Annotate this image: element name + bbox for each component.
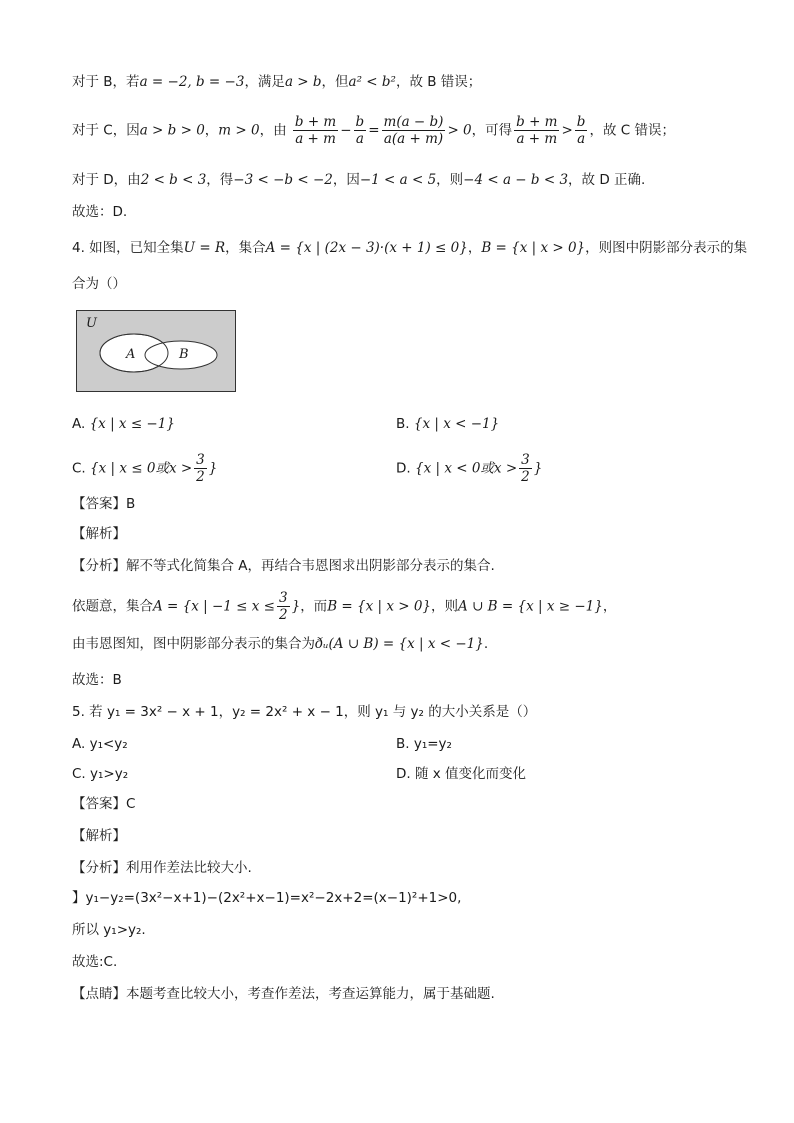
numerator: b + m: [294, 114, 337, 130]
q4-analysis-head: 【解析】: [72, 526, 126, 542]
numerator: b: [355, 114, 365, 130]
q5-therefore: 所以 y₁>y₂.: [72, 922, 146, 938]
text: ，故 C 错误；: [589, 122, 675, 139]
math: }: [291, 598, 301, 615]
denominator: 2: [521, 469, 530, 485]
text: ，但: [321, 74, 349, 90]
fraction: [277, 590, 290, 623]
venn-diagram: [76, 310, 236, 392]
fraction: [519, 452, 532, 485]
q5-option-d: D. 随 x 值变化而变化: [396, 766, 527, 782]
text: ，则图中阴影部分表示的集: [585, 240, 748, 256]
text: 对于 C，因: [72, 122, 140, 139]
fraction: [194, 452, 207, 485]
fraction: [293, 114, 338, 147]
math: U = R: [183, 240, 226, 256]
text: 对于 B，若: [72, 74, 140, 90]
q4-answer: 【答案】B: [72, 496, 136, 512]
q5-option-a: A. y₁<y₂: [72, 736, 128, 752]
fraction: [514, 114, 559, 147]
option-label: D.: [396, 460, 411, 477]
math: a > b > 0: [139, 122, 205, 139]
q4-solution-2: [72, 634, 488, 654]
option-label: B.: [396, 416, 410, 432]
choice-line: 故选：D.: [72, 204, 128, 220]
text: 利用作差法比较大小.: [126, 860, 252, 876]
option-d: [396, 452, 542, 485]
denominator: a(a + m): [383, 131, 444, 147]
option-a: [72, 414, 175, 434]
math: m > 0: [218, 122, 260, 139]
text: ，则: [436, 172, 464, 188]
q4-choice: 故选：B: [72, 672, 122, 688]
q4-solution-1: [72, 590, 616, 623]
text: ，故 B 错误；: [395, 74, 482, 90]
fraction: [575, 114, 588, 147]
denominator: a: [355, 131, 364, 147]
text: 本题考查比较大小，考查作差法，考查运算能力，属于基础题.: [126, 986, 495, 1002]
q5-answer: 【答案】C: [72, 796, 136, 812]
q5-analysis: [72, 858, 252, 878]
option-c-analysis: [72, 114, 675, 147]
numerator: 3: [279, 590, 288, 606]
fraction: [382, 114, 446, 147]
text: ，: [602, 598, 617, 615]
text: ，由: [259, 122, 287, 139]
numerator: 3: [196, 452, 205, 468]
denominator: a + m: [295, 131, 336, 147]
math: −1 < a < 5: [359, 172, 437, 188]
text: ，而: [300, 598, 328, 615]
label-a: A: [126, 347, 136, 362]
text: ，满足: [244, 74, 285, 90]
tag: 【分析】: [72, 860, 126, 876]
q5-analysis-head: 【解析】: [72, 828, 126, 844]
option-text: {x | x < −1}: [413, 416, 500, 432]
option-text: {x | x < 0或x >: [414, 460, 518, 477]
denominator: 2: [279, 607, 288, 623]
option-text: }: [208, 460, 218, 477]
math: −3 < −b < −2: [233, 172, 333, 188]
math: > 0: [447, 122, 472, 139]
math: −4 < a − b < 3: [463, 172, 569, 188]
math: >: [561, 122, 573, 139]
q5-option-c: C. y₁>y₂: [72, 766, 129, 782]
text: 解不等式化简集合 A，再结合韦恩图求出阴影部分表示的集合.: [126, 558, 495, 574]
text: ，故 D 正确.: [568, 172, 646, 188]
text: ，则: [431, 598, 459, 615]
q4-analysis: [72, 556, 495, 576]
text: 对于 D，由: [72, 172, 141, 188]
question-4-stem-cont: 合为（）: [72, 276, 126, 292]
option-text: }: [533, 460, 543, 477]
text: ，集合: [225, 240, 266, 256]
math: A ∪ B = {x | x ≥ −1}: [458, 598, 603, 615]
tag: 【分析】: [72, 558, 126, 574]
option-label: C.: [72, 460, 86, 477]
numerator: 3: [521, 452, 530, 468]
math: A = {x | −1 ≤ x ≤: [153, 598, 275, 615]
q5-option-b: B. y₁=y₂: [396, 736, 452, 752]
math: a > b: [284, 74, 322, 90]
label-u: U: [86, 316, 97, 331]
math: 2 < b < 3: [140, 172, 207, 188]
option-b: [396, 414, 499, 434]
option-b-analysis: [72, 72, 481, 92]
text: ，: [467, 240, 482, 256]
math: B = {x | x > 0}: [481, 240, 586, 256]
question-5-stem: 5. 若 y₁ = 3x² − x + 1，y₂ = 2x² + x − 1，则 y₁ 与 y₂ 的大小关系是（）: [72, 704, 537, 720]
numerator: b: [576, 114, 586, 130]
q5-work: 】y₁−y₂=(3x²−x+1)−(2x²+x−1)=x²−2x+2=(x−1)²+1>0,: [72, 890, 462, 906]
text: ，: [204, 122, 219, 139]
text: ，得: [206, 172, 234, 188]
denominator: a: [577, 131, 586, 147]
text: ，因: [332, 172, 360, 188]
text: 4. 如图，已知全集: [72, 240, 184, 256]
option-text: {x | x ≤ 0或x >: [90, 460, 193, 477]
tag: 【点睛】: [72, 986, 126, 1002]
math: A = {x | (2x − 3)·(x + 1) ≤ 0}: [265, 240, 468, 256]
math: =: [368, 122, 380, 139]
option-d-analysis: [72, 170, 645, 190]
fraction: [354, 114, 367, 147]
denominator: a + m: [516, 131, 558, 147]
numerator: b + m: [516, 114, 558, 130]
text: ，可得: [471, 122, 513, 139]
math: −: [340, 122, 352, 139]
q5-choice: 故选:C.: [72, 954, 118, 970]
denominator: 2: [196, 469, 205, 485]
math: a² < b²: [348, 74, 396, 90]
math: a = −2, b = −3: [139, 74, 245, 90]
option-label: A.: [72, 416, 86, 432]
question-4-stem: [72, 238, 747, 258]
q5-comment: [72, 984, 495, 1004]
math: B = {x | x > 0}: [327, 598, 432, 615]
text: .: [483, 636, 489, 652]
text: 依题意，集合: [72, 598, 153, 615]
label-b: B: [179, 347, 189, 362]
math: ðᵤ(A ∪ B) = {x | x < −1}: [315, 636, 484, 652]
text: 由韦恩图知，图中阴影部分表示的集合为: [72, 636, 315, 652]
option-text: {x | x ≤ −1}: [89, 416, 175, 432]
numerator: m(a − b): [383, 114, 444, 130]
option-c: [72, 452, 217, 485]
